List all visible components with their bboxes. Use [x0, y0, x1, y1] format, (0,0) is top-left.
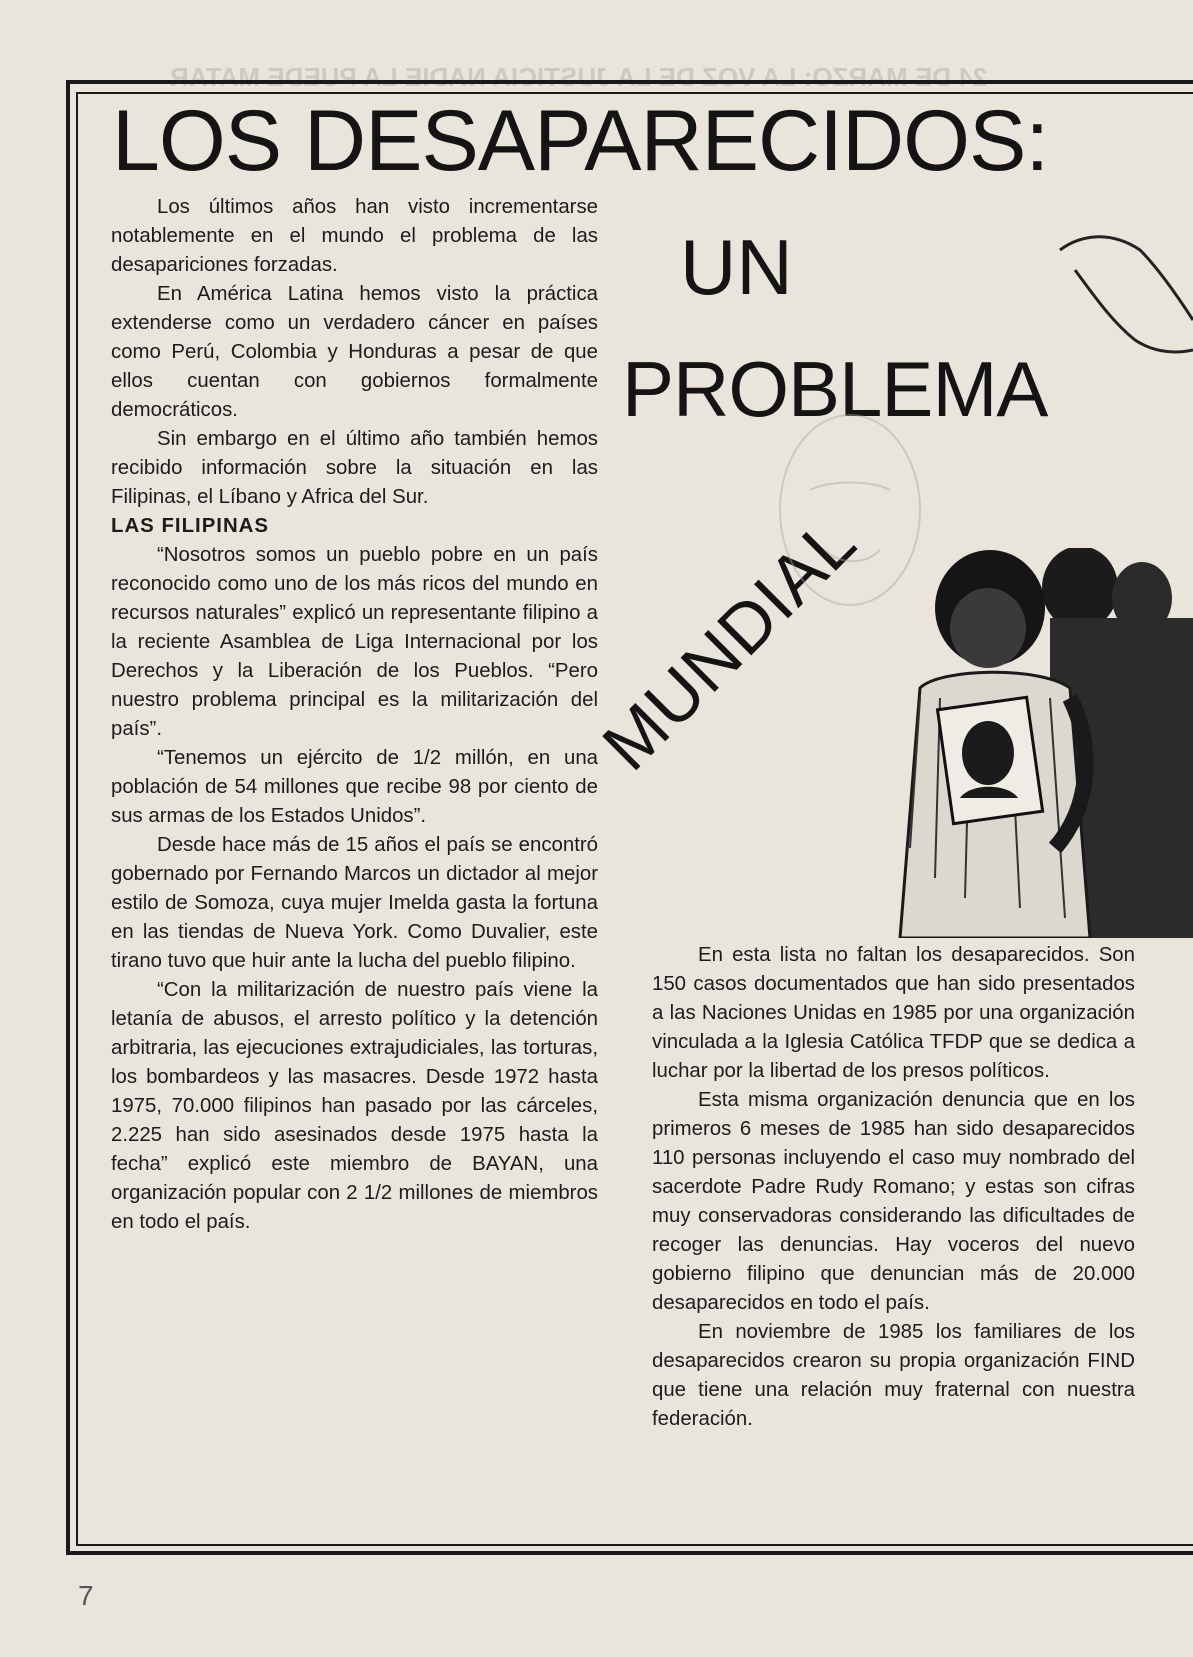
- headline-problema: PROBLEMA: [622, 345, 1048, 433]
- headline-mundial: MUNDIAL: [587, 501, 871, 785]
- headline-title: LOS DESAPARECIDOS:: [112, 93, 1049, 189]
- paragraph: En noviembre de 1985 los familiares de los desaparecidos crearon su propia organización FIND que tiene una relación muy fraternal con nuestra federación.: [652, 1321, 1135, 1430]
- section-heading: LAS FILIPINAS: [111, 515, 270, 537]
- paragraph: “Con la militarización de nuestro país viene la letanía de abusos, el arresto político y la detención arbitraria, las ejecuciones extrajudiciales, las torturas, los bombardeos y las masacres. Desde 1972 hasta 1975, 70.000 filipinos han pasado por las cárceles, 2.225 han sido asesinados desde 1975 hasta la fecha” explicó este miembro de BAYAN, una organización popular con 2 1/2 millones de miembros en todo el país.: [111, 979, 598, 1233]
- show-through-texture: 24 DE MARZO: LA VOZ DE LA JUSTICIA NADIE LA PUEDE MATAR: [170, 62, 988, 92]
- left-column: [111, 193, 598, 1237]
- right-column: [652, 941, 1135, 1434]
- paragraph: En esta lista no faltan los desaparecidos. Son 150 casos documentados que han sido presentados a las Naciones Unidas en 1985 por una organización vinculada a la Iglesia Católica TFDP que se dedica a luchar por la libertad de los presos políticos.: [652, 944, 1135, 1082]
- map-outline-icon: [1050, 230, 1193, 430]
- paragraph: Sin embargo en el último año también hemos recibido información sobre la situación en las Filipinas, el Líbano y Africa del Sur.: [111, 428, 598, 508]
- headline-un: UN: [680, 223, 793, 311]
- protest-photo-icon: [880, 548, 1193, 938]
- paragraph: Esta misma organización denuncia que en los primeros 6 meses de 1985 han sido desaparecidos 110 personas incluyendo el caso muy nombrado del sacerdote Padre Rudy Romano; y estas son cifras muy conservadoras considerando las dificultades de recoger las denuncias. Hay voceros del nuevo gobierno filipino que denuncian más de 20.000 desaparecidos en todo el país.: [652, 1089, 1135, 1314]
- paragraph: “Nosotros somos un pueblo pobre en un país reconocido como uno de los más ricos del mundo en recursos naturales” explicó un representante filipino a la reciente Asamblea de Liga Internacional por los Derechos y la Liberación de los Pueblos. “Pero nuestro problema principal es la militarización del país”.: [111, 544, 598, 740]
- paragraph: Los últimos años han visto incrementarse notablemente en el mundo el problema de las desapariciones forzadas.: [111, 196, 598, 276]
- paragraph: En América Latina hemos visto la práctica extenderse como un verdadero cáncer en países como Perú, Colombia y Honduras a pesar de que ellos cuentan con gobiernos formalmente democráticos.: [111, 283, 598, 421]
- paragraph: “Tenemos un ejército de 1/2 millón, en una población de 54 millones que recibe 98 por ciento de sus armas de los Estados Unidos”.: [111, 747, 598, 827]
- paragraph: Desde hace más de 15 años el país se encontró gobernado por Fernando Marcos un dictador al mejor estilo de Somoza, cuya mujer Imelda gasta la fortuna en las tiendas de Nueva York. Como Duvalier, este tirano tuvo que huir ante la lucha del pueblo filipino.: [111, 834, 598, 972]
- page-number: 7: [78, 1580, 94, 1611]
